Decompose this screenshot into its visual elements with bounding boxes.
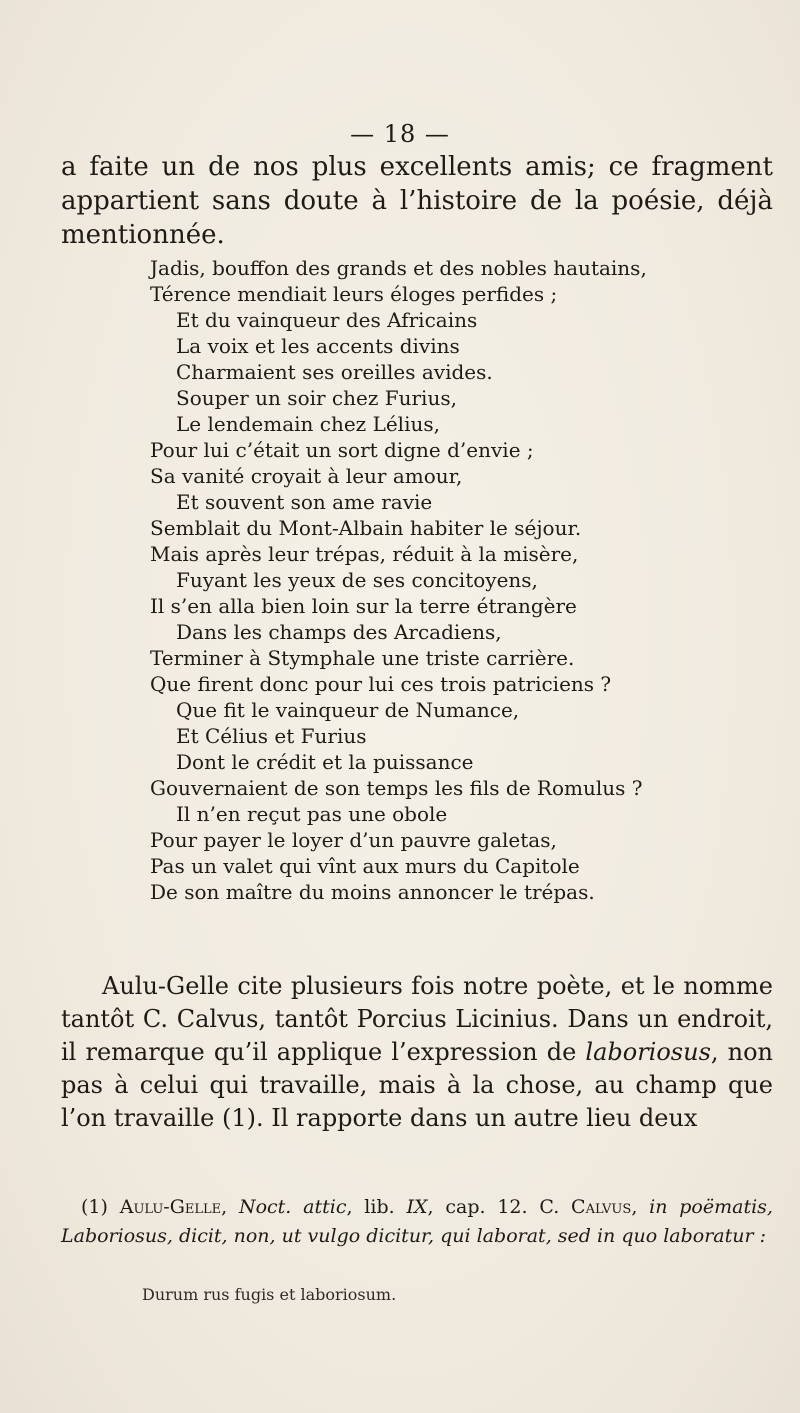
poem-line: Dans les champs des Arcadiens, [176,620,502,644]
poem-line: La voix et les accents divins [176,334,460,358]
poem-line: Le lendemain chez Lélius, [176,412,440,436]
poem-line: Et Célius et Furius [176,724,367,748]
footnote-quote: Durum rus fugis et laboriosum. [142,1285,397,1304]
intro-text: a faite un de nos plus excellents amis; ce fragment appartient sans doute à l’histoire de la poésie, déjà mentionnée. [61,152,773,250]
body-text [61,970,773,1135]
italic-term: laboriosus [585,1038,711,1066]
poem-line: Sa vanité croyait à leur amour, [150,464,463,488]
footnote-latin: in poëmatis, Laboriosus, dicit, non, ut vulgo dicitur, qui laborat, sed in quo laboratur : [61,1196,773,1247]
poem-line: Pour payer le loyer d’un pauvre galetas, [150,828,557,852]
footnote-ref: , cap. 12. C. [427,1196,572,1218]
footnote-ref: , [631,1196,650,1218]
poem-line: Pas un valet qui vînt aux murs du Capitole [150,854,580,878]
poem-line: Mais après leur trépas, réduit à la misère, [150,542,579,566]
footnote-work: Noct. attic [238,1196,347,1218]
poem-line: Terminer à Stymphale une triste carrière. [150,646,575,670]
poem-line: Charmaient ses oreilles avides. [176,360,493,384]
footnote-poet: Calvus [571,1196,632,1218]
footnote-book: IX [406,1196,428,1218]
page-number: — 18 — [350,120,450,148]
footnote-text: (1) Aulu-Gelle, Noct. attic, lib. IX, cap. 12. C. Calvus, in poëmatis, Laboriosus, dicit, non, ut vulgo dicitur, qui laborat, sed in quo laboratur : [61,1196,773,1247]
body-paragraph [61,970,773,1135]
poem-line: De son maître du moins annoncer le trépas. [150,880,595,904]
poem-line: Et du vainqueur des Africains [176,308,478,332]
poem-line: Térence mendiait leurs éloges perfides ; [150,282,558,306]
poem-line: Que firent donc pour lui ces trois patriciens ? [150,672,612,696]
poem-line: Fuyant les yeux de ses concitoyens, [176,568,538,592]
poem-line: Il s’en alla bien loin sur la terre étrangère [150,594,577,618]
poem-line: Jadis, bouffon des grands et des nobles hautains, [150,256,647,280]
footnote-author: Aulu-Gelle [119,1196,222,1218]
poem-line: Que fit le vainqueur de Numance, [176,698,520,722]
body-text-before: Aulu-Gelle cite plusieurs fois notre poète, et le nomme tantôt C. Calvus, tantôt Porcius Licinius. Dans un endroit, il remarque qu’il applique l’expression de [61,972,773,1066]
poem-line: Gouvernaient de son temps les fils de Romulus ? [150,776,643,800]
footnote-ref: , lib. [346,1196,407,1218]
footnote [61,1193,773,1251]
intro-paragraph [61,150,773,252]
poem-line: Pour lui c’était un sort digne d’envie ; [150,438,534,462]
poem-line: Semblait du Mont-Albain habiter le séjour. [150,516,582,540]
poem-line: Et souvent son ame ravie [176,490,433,514]
poem-line: Dont le crédit et la puissance [176,750,474,774]
body-text-after: , non pas à celui qui travaille, mais à la chose, au champ que l’on travaille (1). Il rapporte dans un autre lieu deux [61,1038,774,1132]
poem-line: Il n’en reçut pas une obole [176,802,448,826]
footnote-marker: (1) [81,1196,108,1218]
poem-line: Souper un soir chez Furius, [176,386,457,410]
